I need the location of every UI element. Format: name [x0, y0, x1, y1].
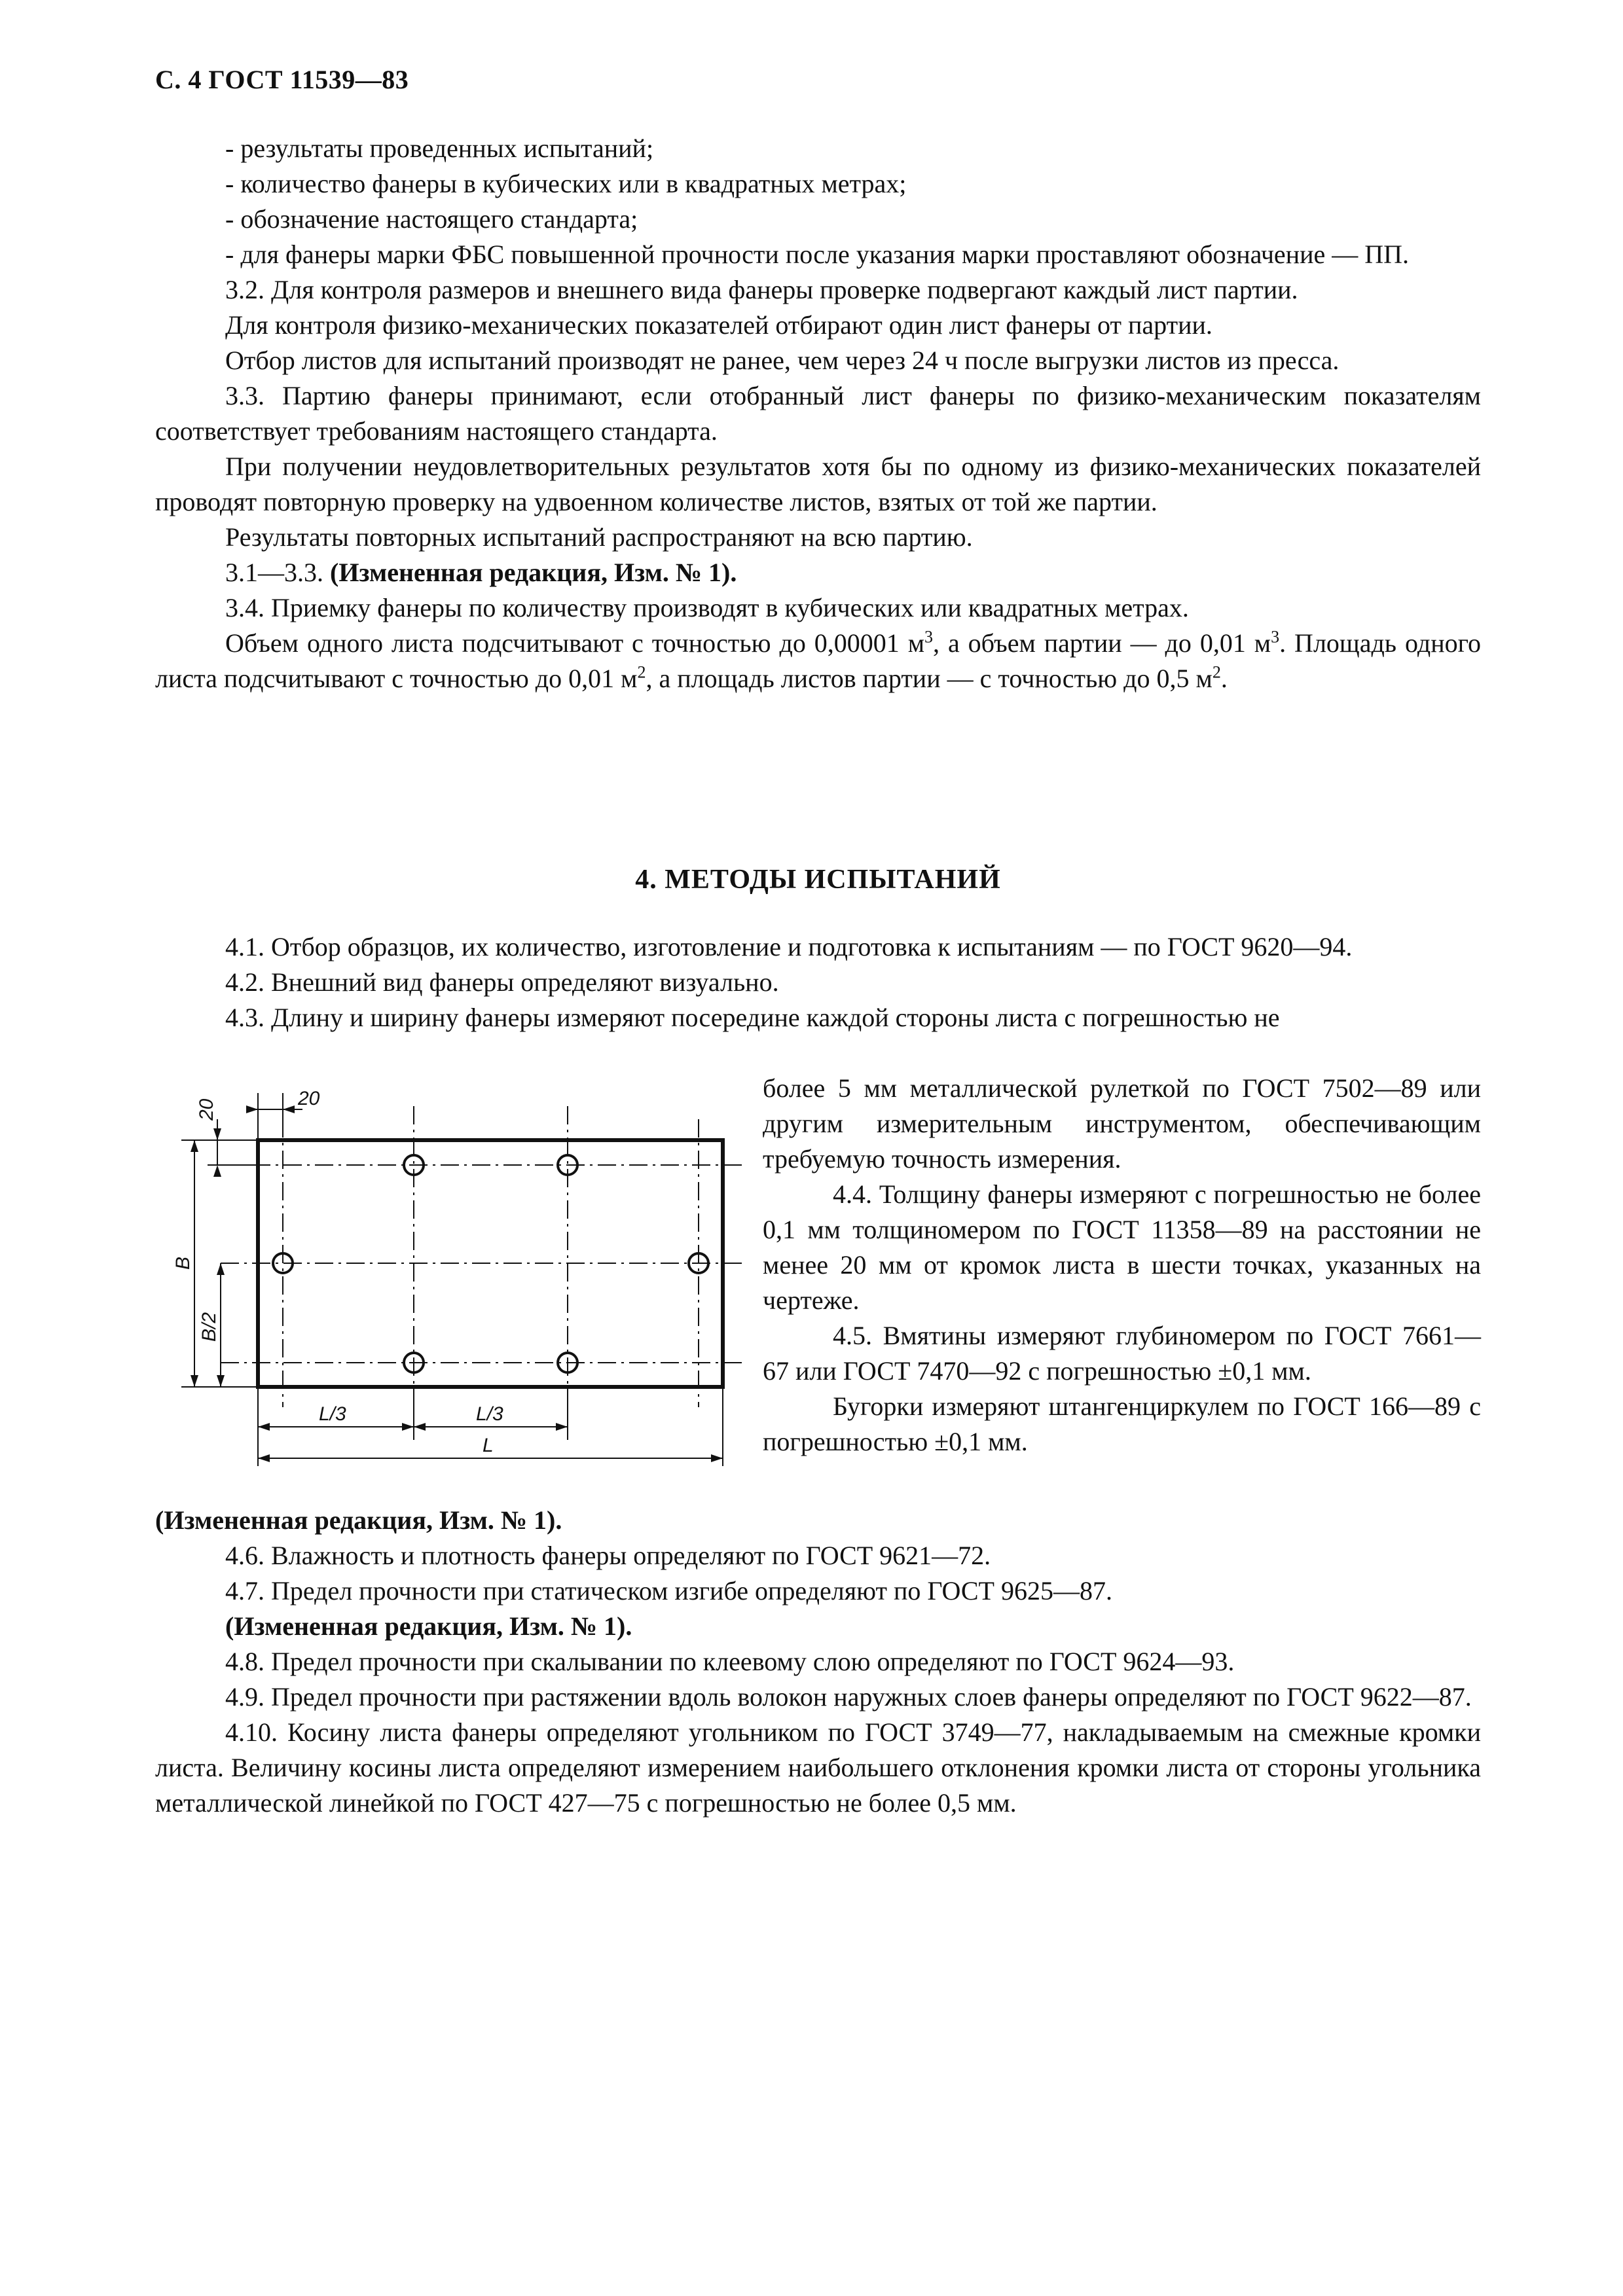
amendment-ref: 3.1—3.3. [225, 558, 330, 587]
measurement-drawing [155, 1080, 744, 1473]
list-item: - обозначение настоящего стандарта; [225, 204, 638, 234]
paragraph-4-1: 4.1. Отбор образцов, их количество, изготовление и подготовка к испытаниям — по ГОСТ 9620—94. [225, 932, 1353, 961]
text-run: , а площадь листов партии — с точностью до 0,5 м [646, 664, 1213, 693]
section-3-text [155, 131, 1481, 696]
superscript: 3 [924, 627, 934, 647]
section-4-side-text [763, 1071, 1481, 1460]
paragraph-4-7: 4.7. Предел прочности при статическом изгибе определяют по ГОСТ 9625—87. [225, 1576, 1112, 1605]
text-run: . Площадь одного листа подсчитывают с точностью до 0,01 м [155, 628, 1482, 693]
list-item: - количество фанеры в кубических или в квадратных метрах; [225, 169, 907, 198]
superscript: 2 [1212, 662, 1221, 682]
paragraph-4-2: 4.2. Внешний вид фанеры определяют визуально. [225, 967, 779, 997]
paragraph-4-6: 4.6. Влажность и плотность фанеры определяют по ГОСТ 9621—72. [225, 1541, 991, 1570]
arrowhead [258, 1454, 270, 1462]
arrowhead [556, 1423, 568, 1431]
paragraph-3-4b [155, 626, 1481, 696]
text-run: Объем одного листа подсчитывают с точностью до 0,00001 м [225, 628, 925, 658]
paragraph-3-4: 3.4. Приемку фанеры по количеству производят в кубических или квадратных метрах. [225, 593, 1189, 622]
paragraph-4-5b: Бугорки измеряют штангенциркулем по ГОСТ 166—89 с погрешностью ±0,1 мм. [763, 1391, 1481, 1456]
dimension-label-b: B [172, 1256, 194, 1270]
amendment-note [155, 1503, 1481, 1538]
list-item: - для фанеры марки ФБС повышенной прочности после указания марки проставляют обозначение — ПП. [225, 240, 1410, 269]
arrowhead [402, 1423, 414, 1431]
dimension-label-b-half: B/2 [198, 1312, 220, 1342]
paragraph-4-9: 4.9. Предел прочности при растяжении вдоль волокон наружных слоев фанеры определяют по ГОСТ 9622—87. [225, 1682, 1472, 1712]
text-run: . [1220, 664, 1228, 693]
superscript: 3 [1271, 627, 1280, 647]
dimension-label-l: L [483, 1435, 494, 1456]
paragraph-4-3-cont: более 5 мм металлической рулеткой по ГОСТ 7502—89 или другим измерительным инструментом, обеспечивающим требуемую точность измерения. [763, 1073, 1481, 1174]
amendment-label: (Измененная редакция, Изм. № 1). [330, 558, 737, 587]
arrowhead [191, 1375, 198, 1387]
arrowhead [217, 1263, 225, 1275]
paragraph-4-4: 4.4. Толщину фанеры измеряют с погрешностью не более 0,1 мм толщиномером по ГОСТ 11358—89 на расстоянии не менее 20 мм от кромок листа в шести точках, указанных на чертеже. [763, 1179, 1481, 1315]
amendment-label: (Измененная редакция, Изм. № 1). [155, 1505, 562, 1535]
arrowhead [217, 1375, 225, 1387]
dimension-label-l-third-1: L/3 [319, 1403, 346, 1425]
arrowhead [191, 1140, 198, 1152]
superscript: 2 [637, 662, 646, 682]
paragraph-3-2c: Отбор листов для испытаний производят не ранее, чем через 24 ч после выгрузки листов из пресса. [225, 346, 1340, 375]
amendment-label: (Измененная редакция, Изм. № 1). [225, 1611, 632, 1641]
amendment-note [155, 555, 1481, 590]
text-run: , а объем партии — до 0,01 м [933, 628, 1271, 658]
dimension-label-l-third-2: L/3 [476, 1403, 503, 1425]
paragraph-4-8: 4.8. Предел прочности при скалывании по клеевому слою определяют по ГОСТ 9624—93. [225, 1647, 1235, 1676]
arrowhead [213, 1128, 221, 1140]
dimension-label-20-top: 20 [298, 1088, 320, 1109]
paragraph-3-3: 3.3. Партию фанеры принимают, если отобранный лист фанеры по физико-механическим показателям соответствует требованиям настоящего стандарта. [155, 381, 1481, 446]
paragraph-3-3c: Результаты повторных испытаний распространяют на всю партию. [225, 522, 973, 552]
section-4-intro [155, 929, 1481, 1035]
arrowhead [213, 1165, 221, 1177]
arrowhead [414, 1423, 426, 1431]
arrowhead [246, 1105, 258, 1113]
section-title: 4. МЕТОДЫ ИСПЫТАНИЙ [635, 865, 1001, 895]
arrowhead [283, 1105, 295, 1113]
paragraph-4-5: 4.5. Вмятины измеряют глубиномером по ГОСТ 7661—67 или ГОСТ 7470—92 с погрешностью ±0,1 мм. [763, 1321, 1481, 1386]
dimension-label-20-left: 20 [196, 1098, 217, 1121]
list-item: - результаты проведенных испытаний; [225, 134, 654, 163]
amendment-note [155, 1609, 1481, 1644]
paragraph-3-2: 3.2. Для контроля размеров и внешнего вида фанеры проверке подвергают каждый лист партии. [225, 275, 1298, 304]
section-4-rest [155, 1503, 1481, 1821]
paragraph-3-2b: Для контроля физико-механических показателей отбирают один лист фанеры от партии. [225, 310, 1213, 340]
arrowhead [258, 1423, 270, 1431]
page-header: С. 4 ГОСТ 11539—83 [155, 65, 409, 94]
paragraph-3-3b: При получении неудовлетворительных результатов хотя бы по одному из физико-механических показателей проводят повторную проверку на удвоенном количестве листов, взятых от той же партии. [155, 452, 1481, 516]
arrowhead [711, 1454, 723, 1462]
paragraph-4-3: 4.3. Длину и ширину фанеры измеряют посередине каждой стороны листа с погрешностью не [225, 1003, 1280, 1032]
paragraph-4-10: 4.10. Косину листа фанеры определяют угольником по ГОСТ 3749—77, накладываемым на смежные кромки листа. Величину косины листа определяют измерением наибольшего отклонения кромки листа от стороны угольника металлической линейкой по ГОСТ 427—75 с погрешностью не более 0,5 мм. [155, 1717, 1481, 1818]
drawing-svg [155, 1080, 744, 1473]
